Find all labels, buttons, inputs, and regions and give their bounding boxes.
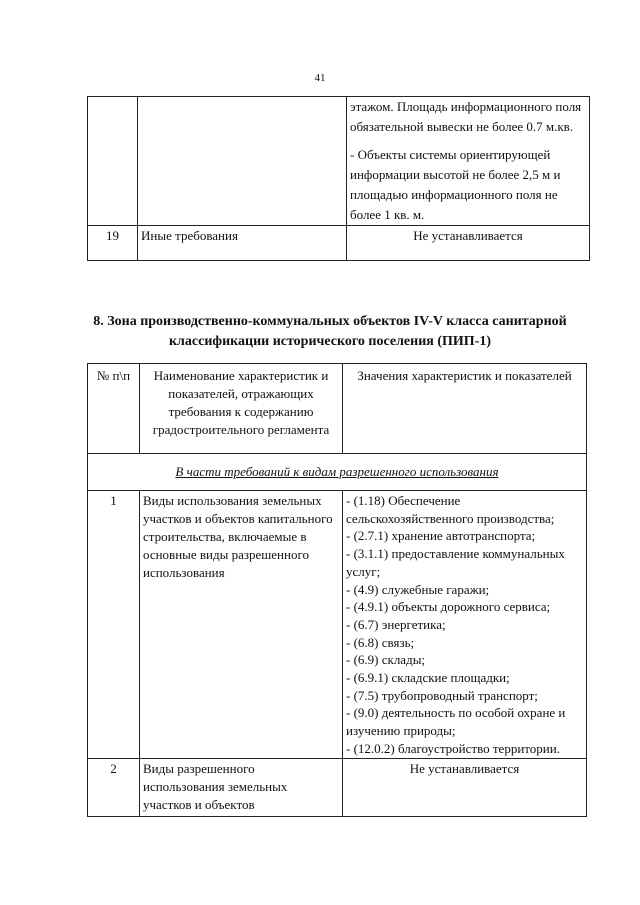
table-row (88, 97, 590, 226)
row-name: Виды разрешенного использования земельных участков и объектов (140, 758, 343, 816)
row-name: Виды использования земельных участков и объектов капитального строительства, включаемые в основные виды разрешенного использования (140, 491, 343, 759)
list-item: - (6.9) склады; (346, 652, 426, 668)
row-number: 19 (88, 226, 138, 261)
header-name: Наименование характеристик и показателей, отражающих требования к содержанию градостроительного регламента (140, 364, 343, 454)
row-value: Не устанавливается (347, 226, 590, 261)
zone-table (87, 363, 587, 817)
row-name: Иные требования (138, 226, 347, 261)
header-number: № п\п (88, 364, 140, 454)
table-header-row (88, 364, 587, 454)
list-item: - (6.7) энергетика; (346, 616, 446, 632)
row-values (343, 491, 587, 759)
row-number: 2 (88, 758, 140, 816)
list-item: - (9.0) деятельность по особой охране и изучению природы; (346, 705, 566, 739)
list-item: - (3.1.1) предоставление коммунальных услуг; (346, 546, 565, 579)
table-row (88, 491, 587, 759)
section-title (70, 312, 590, 352)
list-item: - (7.5) трубопроводный транспорт; (346, 687, 538, 703)
section-title-line-2: классификации исторического поселения (ПИП-1) (168, 334, 492, 349)
page-number: 41 (314, 72, 326, 84)
section-title-line-1: 8. Зона производственно-коммунальных объектов IV-V класса санитарной (93, 314, 567, 329)
number-cell (88, 97, 138, 226)
info-text-2: - Объекты системы ориентирующей информации высотой не более 2,5 м и площадью информационного поля не более 1 кв. м. (350, 147, 561, 222)
table-row (88, 226, 590, 261)
list-item: - (6.9.1) складские площадки; (346, 670, 510, 686)
name-cell (138, 97, 347, 226)
list-item: - (4.9.1) объекты дорожного сервиса; (346, 599, 551, 615)
requirements-table-continued (87, 96, 590, 261)
list-item: - (2.7.1) хранение автотранспорта; (346, 528, 536, 544)
subheader-cell: В части требований к видам разрешенного использования (88, 454, 587, 491)
info-text-1: этажом. Площадь информационного поля обязательной вывески не более 0.7 м.кв. (350, 99, 582, 134)
row-value: Не устанавливается (343, 758, 587, 816)
list-item: - (1.18) Обеспечение сельскохозяйственного производства; (346, 493, 555, 526)
header-value: Значения характеристик и показателей (343, 364, 587, 454)
table-subheader-row (88, 454, 587, 491)
table-row (88, 758, 587, 816)
list-item: - (6.8) связь; (346, 634, 415, 650)
row-number: 1 (88, 491, 140, 759)
list-item: - (12.0.2) благоустройство территории. (346, 740, 560, 756)
list-item: - (4.9) служебные гаражи; (346, 581, 490, 597)
value-cell (347, 97, 590, 226)
